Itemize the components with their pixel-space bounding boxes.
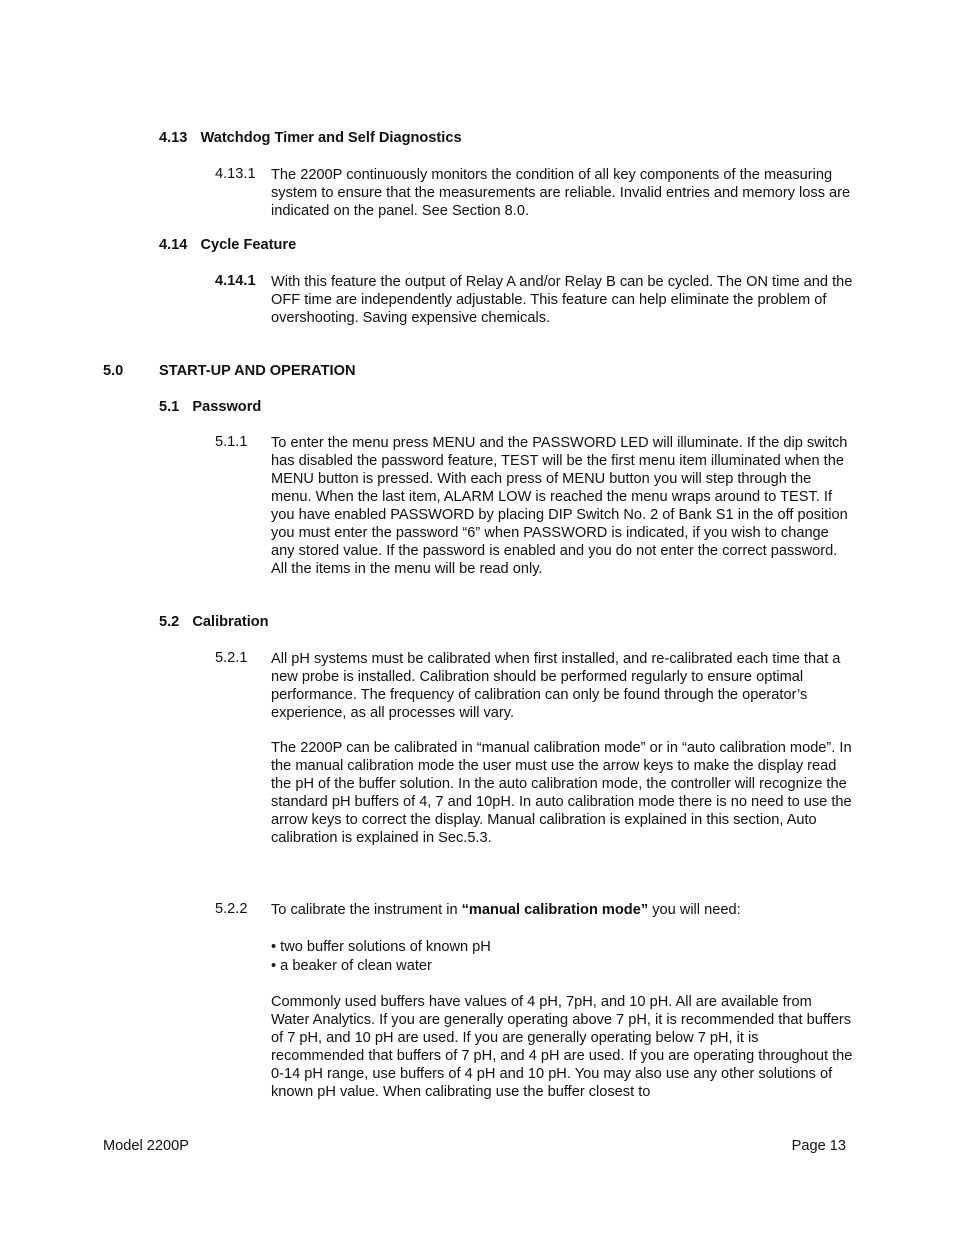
chapter-title: START-UP AND OPERATION bbox=[159, 363, 356, 379]
list-item: • a beaker of clean water bbox=[271, 958, 432, 974]
section-5-2-heading bbox=[159, 614, 269, 630]
paragraph-number: 4.13.1 bbox=[215, 166, 256, 182]
section-number: 5.1 bbox=[159, 399, 180, 415]
section-title: Calibration bbox=[192, 614, 269, 630]
paragraph-text: All pH systems must be calibrated when first installed, and re-calibrated each time that a new probe is installed. Calibration should be performed regularly to ensure optimal performance. The frequency of calibration can only be found through the operator’s experience, as all processes will vary. bbox=[271, 651, 841, 721]
section-title: Password bbox=[192, 399, 262, 415]
section-4-14-heading bbox=[159, 237, 296, 253]
paragraph-number: 5.1.1 bbox=[215, 434, 248, 450]
footer-model: Model 2200P bbox=[103, 1138, 190, 1154]
footer-page-number: Page 13 bbox=[791, 1138, 846, 1154]
paragraph-text: The 2200P continuously monitors the condition of all key components of the measuring system to ensure that the measurements are reliable. Invalid entries and memory loss are indicated on the panel. See Section 8.0. bbox=[271, 167, 851, 219]
emphasis-text: “manual calibration mode” bbox=[461, 902, 649, 918]
paragraph-text: The 2200P can be calibrated in “manual calibration mode” or in “auto calibration mode”. In the manual calibration mode the user must use the arrow keys to make the display read the pH of the buffer solution. In the auto calibration mode, the controller will recognize the standard pH buffers of 4, 7 and 10pH. In auto calibration mode there is no need to use the arrow keys to correct the display. Manual calibration is explained in this section, Auto calibration is explained in Sec.5.3. bbox=[271, 740, 852, 846]
paragraph-number: 5.2.1 bbox=[215, 650, 248, 666]
section-number: 5.2 bbox=[159, 614, 180, 630]
bullet-list bbox=[271, 938, 491, 976]
section-number: 4.13 bbox=[159, 130, 188, 146]
section-4-13-heading bbox=[159, 130, 462, 146]
paragraph-text: Commonly used buffers have values of 4 pH, 7pH, and 10 pH. All are available from Water Analytics. If you are generally operating above 7 pH, it is recommended that buffers of 7 pH, and 10 pH are used. If you are generally operating below 7 pH, it is recommended that buffers of 7 pH, and 4 pH are used. If you are operating throughout the 0-14 pH range, use buffers of 4 pH and 10 pH. You may also use any other solutions of known pH value. When calibrating use the buffer closest to bbox=[271, 994, 853, 1100]
section-title: Watchdog Timer and Self Diagnostics bbox=[200, 130, 462, 146]
text-run: To calibrate the instrument in bbox=[271, 902, 462, 918]
section-number: 4.14 bbox=[159, 237, 188, 253]
section-5-1-heading bbox=[159, 399, 261, 415]
list-item: • two buffer solutions of known pH bbox=[271, 939, 491, 955]
paragraph-text: With this feature the output of Relay A and/or Relay B can be cycled. The ON time and the OFF time are independently adjustable. This feature can help eliminate the problem of overshooting. Saving expensive chemicals. bbox=[271, 274, 853, 326]
chapter-number: 5.0 bbox=[103, 363, 124, 379]
section-title: Cycle Feature bbox=[200, 237, 297, 253]
paragraph-number: 5.2.2 bbox=[215, 901, 248, 917]
paragraph-number: 4.14.1 bbox=[215, 273, 256, 289]
text-run: you will need: bbox=[648, 902, 741, 918]
paragraph-text bbox=[271, 901, 853, 919]
paragraph-text: To enter the menu press MENU and the PASSWORD LED will illuminate. If the dip switch has disabled the password feature, TEST will be the first menu item illuminated when the MENU button is pressed. With each press of MENU button you will step through the menu. When the last item, ALARM LOW is reached the menu wraps around to TEST. If you have enabled PASSWORD by placing DIP Switch No. 2 of Bank S1 in the off position you must enter the password “6” when PASSWORD is indicated, if you wish to change any stored value. If the password is enabled and you do not enter the correct password. All the items in the menu will be read only. bbox=[271, 435, 848, 577]
